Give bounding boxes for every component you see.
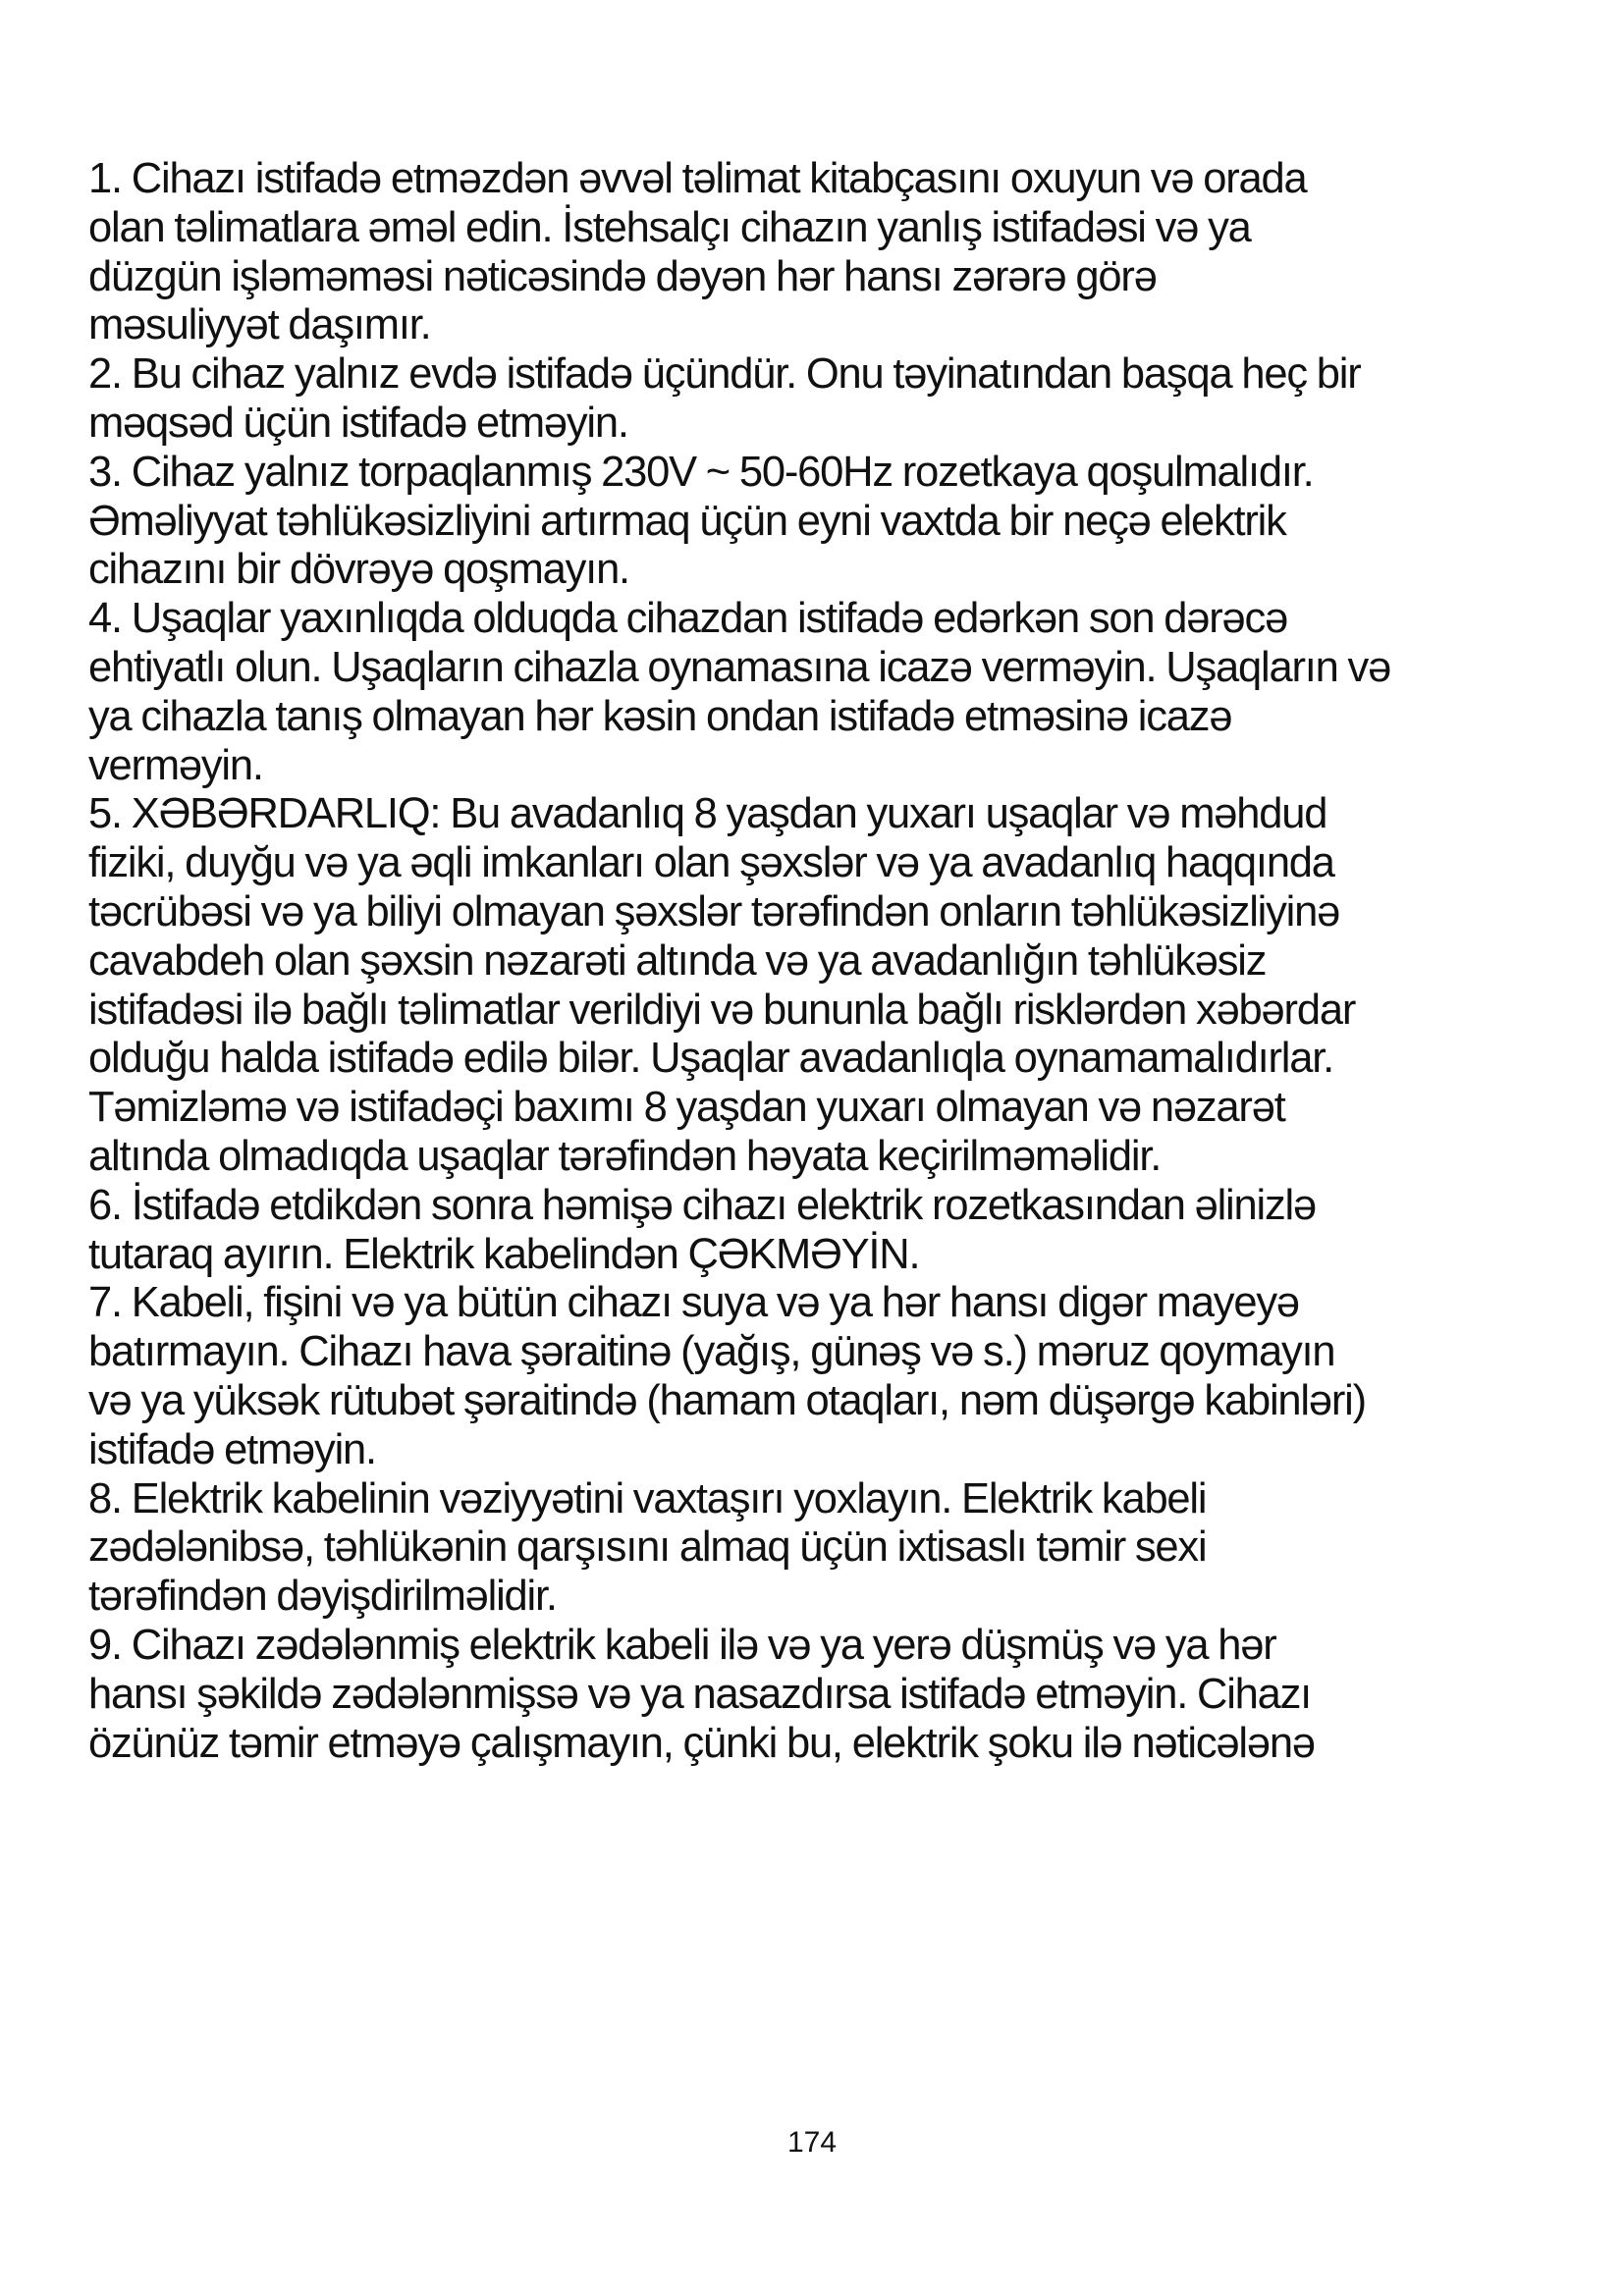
instruction-4: 4. Uşaqlar yaxınlıqda olduqda cihazdan istifadə edərkən son dərəcə ehtiyatlı olun. Uşaqların cihazla oynamasına icazə verməyin. Uşaqların və ya cihazla tanış olmayan hər kəsin ondan istifadə etməsinə icazə verməyin.: [88, 595, 1391, 789]
instruction-3: 3. Cihaz yalnız torpaqlanmış 230V ~ 50-60Hz rozetkaya qoşulmalıdır. Əməliyyat təhlükəsizliyini artırmaq üçün eyni vaxtda bir neçə elektrik cihazını bir dövrəyə qoşmayın.: [88, 448, 1314, 594]
instruction-6: 6. İstifadə etdikdən sonra həmişə cihazı elektrik rozetkasından əlinizlə tutaraq ayırın. Elektrik kabelindən ÇƏKMƏYİN.: [88, 1181, 1316, 1278]
instruction-5-warning: 5. XƏBƏRDARLIQ: Bu avadanlıq 8 yaşdan yuxarı uşaqlar və məhdud fiziki, duyğu və ya əqli imkanları olan şəxslər və ya avadanlıq haqqında təcrübəsi və ya biliyi olmayan şəxslər tərəfindən onların təhlükəsizliyinə cavabdeh olan şəxsin nəzarəti altında və ya avadanlığın təhlükəsiz istifadəsi ilə bağlı təlimatlar verildiyi və bununla bağlı risklərdən xəbərdar olduğu halda istifadə edilə bilər. Uşaqlar avadanlıqla oynamamalıdırlar. Təmizləmə və istifadəçi baxımı 8 yaşdan yuxarı olmayan və nəzarət altında olmadıqda uşaqlar tərəfindən həyata keçirilməməlidir.: [88, 790, 1356, 1180]
instruction-9: 9. Cihazı zədələnmiş elektrik kabeli ilə və ya yerə düşmüş və ya hər hansı şəkildə zədələnmişsə və ya nasazdırsa istifadə etməyin. Cihazı özünüz təmir etməyə çalışmayın, çünki bu, elektrik şoku ilə nəticələnə: [88, 1621, 1315, 1767]
instruction-1: 1. Cihazı istifadə etməzdən əvvəl təlimat kitabçasını oxuyun və orada olan təlimatlara əməl edin. İstehsalçı cihazın yanlış istifadəsi və ya düzgün işləməməsi nəticəsində dəyən hər hansı zərərə görə məsuliyyət daşımır.: [88, 155, 1307, 349]
instruction-8: 8. Elektrik kabelinin vəziyyətini vaxtaşırı yoxlayın. Elektrik kabeli zədələnibsə, təhlükənin qarşısını almaq üçün ixtisaslı təmir sexi tərəfindən dəyişdirilməlidir.: [88, 1474, 1207, 1621]
document-body: [88, 155, 1542, 1768]
page-number: 174: [786, 2126, 838, 2159]
instruction-7: 7. Kabeli, fişini və ya bütün cihazı suya və ya hər hansı digər mayeyə batırmayın. Cihazı hava şəraitinə (yağış, günəş və s.) məruz qoymayın və ya yüksək rütubət şəraitində (hamam otaqları, nəm düşərgə kabinləri) istifadə etməyin.: [88, 1279, 1366, 1473]
instruction-2: 2. Bu cihaz yalnız evdə istifadə üçündür. Onu təyinatından başqa heç bir məqsəd üçün istifadə etməyin.: [88, 350, 1361, 447]
